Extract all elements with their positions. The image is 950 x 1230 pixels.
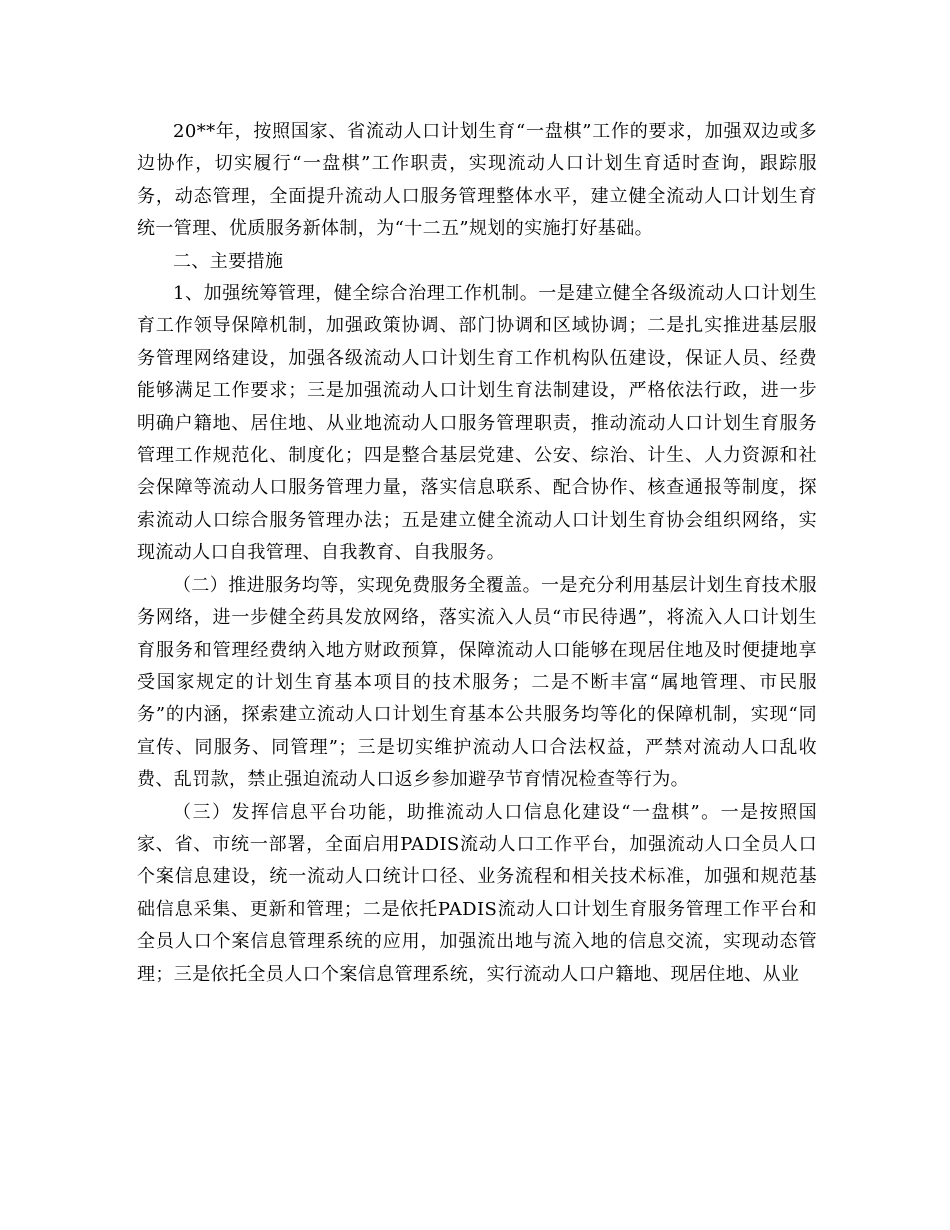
section-heading-main-measures: 二、主要措施 <box>173 250 284 272</box>
paragraph-intro: 20**年，按照国家、省流动人口计划生育“一盘棋”工作的要求，加强双边或多边协作，切实履行“一盘棋”工作职责，实现流动人口计划生育适时查询，跟踪服务，动态管理，全面提升流动人口服务管理整体水平，建立健全流动人口计划生育统一管理、优质服务新体制，为“十二五”规划的实施打好基础。 <box>137 121 817 240</box>
paragraph-measure-2: （二）推进服务均等，实现免费服务全覆盖。一是充分利用基层计划生育技术服务网络，进一步健全药具发放网络，落实流入人员“市民待遇”，将流入人口计划生育服务和管理经费纳入地方财政预算，保障流动人口能够在现居住地及时便捷地享受国家规定的计划生育基本项目的技术服务；二是不断丰富“属地管理、市民服务”的内涵，探索建立流动人口计划生育基本公共服务均等化的保障机制，实现“同宣传、同服务、同管理”；三是切实维护流动人口合法权益，严禁对流动人口乱收费、乱罚款，禁止强迫流动人口返乡参加避孕节育情况检查等行为。 <box>137 574 817 791</box>
paragraph-measure-1: 1、加强统筹管理，健全综合治理工作机制。一是建立健全各级流动人口计划生育工作领导保障机制，加强政策协调、部门协调和区域协调；二是扎实推进基层服务管理网络建设，加强各级流动人口计划生育工作机构队伍建设，保证人员、经费能够满足工作要求；三是加强流动人口计划生育法制建设，严格依法行政，进一步明确户籍地、居住地、从业地流动人口服务管理职责，推动流动人口计划生育服务管理工作规范化、制度化；四是整合基层党建、公安、综治、计生、人力资源和社会保障等流动人口服务管理力量，落实信息联系、配合协作、核查通报等制度，探索流动人口综合服务管理办法；五是建立健全流动人口计划生育协会组织网络，实现流动人口自我管理、自我教育、自我服务。 <box>137 283 817 564</box>
document-body <box>137 116 817 991</box>
paragraph-measure-3: （三）发挥信息平台功能，助推流动人口信息化建设“一盘棋”。一是按照国家、省、市统一部署，全面启用PADIS流动人口工作平台，加强流动人口全员人口个案信息建设，统一流动人口统计口径、业务流程和相关技术标准，加强和规范基础信息采集、更新和管理；二是依托PADIS流动人口计划生育服务管理工作平台和全员人口个案信息管理系统的应用，加强流出地与流入地的信息交流，实现动态管理；三是依托全员人口个案信息管理系统，实行流动人口户籍地、现居住地、从业 <box>137 801 817 985</box>
